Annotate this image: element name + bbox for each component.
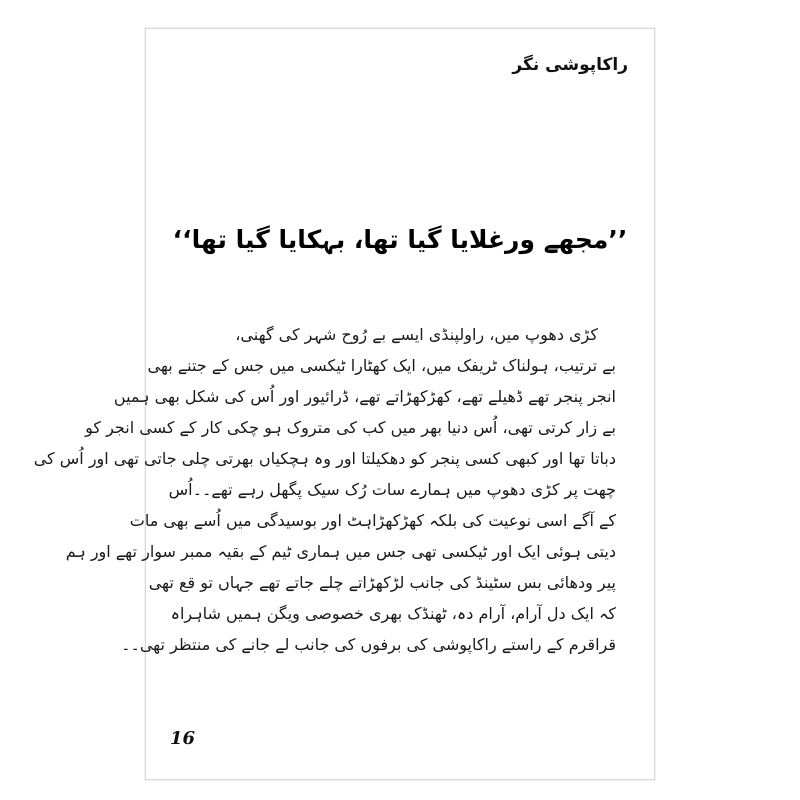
body-paragraph xyxy=(33,319,616,660)
page-number: 16 xyxy=(170,728,196,749)
text-line: پیر ودھائی بس سٹینڈ کی جانب لڑکھڑاتے چلے جاتے تھے جہاں تو قع تھی xyxy=(148,573,616,592)
text-line: دیتی ہوئی ایک اور ٹیکسی تھی جس میں ہماری ٹیم کے بقیہ ممبر سوار تھے اور ہم xyxy=(65,542,616,561)
running-head: راکاپوشی نگر xyxy=(512,55,628,75)
book-page xyxy=(33,28,655,780)
text-line: قراقرم کے راستے راکاپوشی کی برفوں کی جانب لے جانے کی منتظر تھی۔۔ xyxy=(121,635,616,654)
text-line: دباتا تھا اور کبھی کسی پنجر کو دھکیلتا اور وہ ہچکیاں بھرتی چلی جاتی تھی اور اُس کی xyxy=(33,449,616,468)
text-line: کے آگے اسی نوعیت کی بلکہ کھڑکھڑاہٹ اور بوسیدگی میں اُسے بھی مات xyxy=(129,511,616,530)
chapter-title: ’’مجھے ورغلایا گیا تھا، بہکایا گیا تھا‘‘ xyxy=(172,225,628,254)
text-line: چھت پر کڑی دھوپ میں ہمارے سات رُک سیک پگھل رہے تھے۔۔اُس xyxy=(168,480,616,499)
text-line: بے ترتیب، ہولناک ٹریفک میں، ایک کھٹارا ٹیکسی میں جس کے جتنے بھی xyxy=(147,356,616,375)
text-line: کہ ایک دل آرام، آرام دہ، ٹھنڈک بھری خصوصی ویگن ہمیں شاہراہ xyxy=(170,604,616,623)
text-line: بے زار کرتی تھی، اُس دنیا بھر میں کب کی متروک ہو چکی کار کے کسی انجر کو xyxy=(85,418,616,437)
text-line: انجر پنجر تھے ڈھیلے تھے، کھڑکھڑاتے تھے، ڈرائیور اور اُس کی شکل بھی ہمیں xyxy=(113,387,616,406)
text-line: کڑی دھوپ میں، راولپنڈی ایسے بے رُوح شہر کی گھنی، xyxy=(235,325,598,344)
